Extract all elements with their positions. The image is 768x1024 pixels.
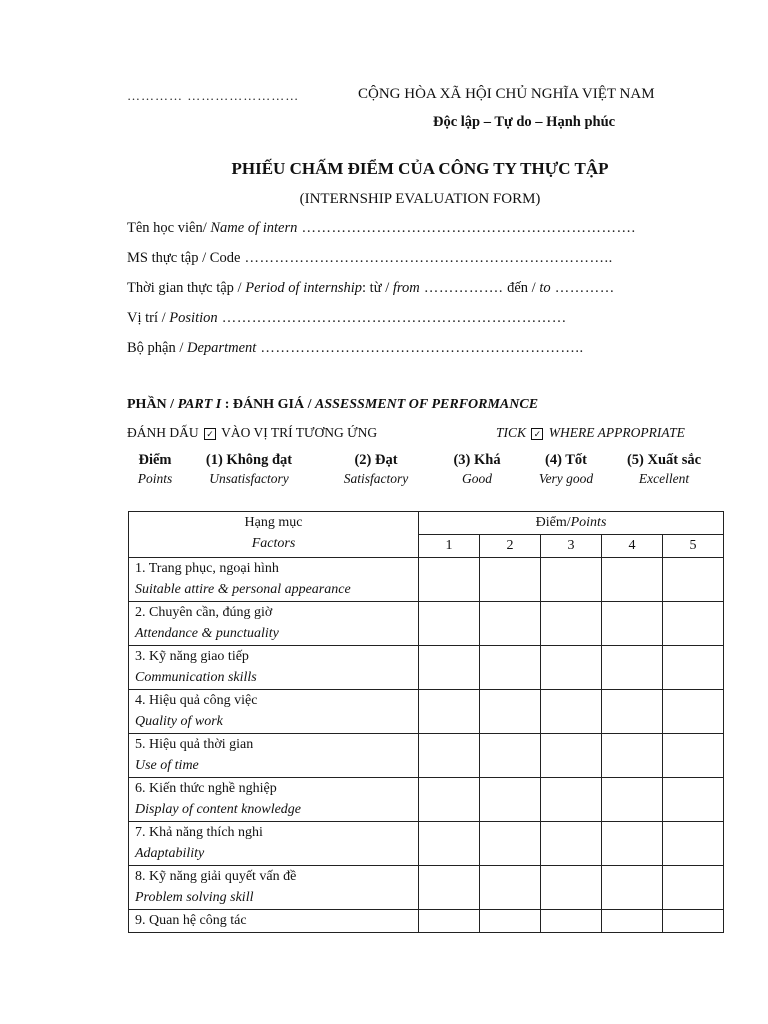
factor-cell	[129, 866, 419, 910]
position-field[interactable]	[127, 310, 567, 327]
period-from-vn: : từ /	[362, 280, 393, 296]
score-column-header: 1	[419, 535, 480, 558]
score-cell[interactable]	[480, 866, 541, 910]
checkbox-icon: ✓	[531, 428, 543, 440]
intern-code-dots: ………………………………………………………………..	[240, 250, 613, 266]
period-to-dots: …………	[550, 280, 615, 296]
tick-text-vn-start: ĐÁNH DẤU	[127, 425, 199, 440]
scale-label-en: Unsatisfactory	[209, 471, 289, 486]
intern-name-field[interactable]	[127, 220, 636, 237]
period-to-vn: đến /	[507, 280, 540, 296]
factor-cell	[129, 822, 419, 866]
factor-name-en: Attendance & punctuality	[135, 626, 279, 641]
scale-excellent	[612, 452, 716, 487]
score-cell[interactable]	[419, 822, 480, 866]
score-cell[interactable]	[602, 910, 663, 933]
score-cell[interactable]	[663, 646, 724, 690]
intern-code-label: MS thực tập / Code	[127, 250, 241, 266]
department-label-en: Department	[187, 340, 257, 356]
points-header	[419, 512, 724, 535]
score-cell[interactable]	[480, 778, 541, 822]
score-cell[interactable]	[419, 866, 480, 910]
part-heading	[127, 397, 538, 413]
internship-period-field[interactable]	[127, 280, 615, 297]
position-label-vn: Vị trí /	[127, 310, 170, 326]
scale-label-en: Points	[137, 471, 173, 486]
score-cell[interactable]	[419, 734, 480, 778]
period-label-vn: Thời gian thực tập /	[127, 280, 246, 296]
form-title: PHIẾU CHẤM ĐIỂM CỦA CÔNG TY THỰC TẬP	[231, 159, 609, 178]
score-cell[interactable]	[663, 734, 724, 778]
evaluation-table	[128, 511, 724, 933]
table-row	[129, 602, 724, 646]
intern-name-label-vn: Tên học viên/	[127, 220, 211, 236]
scale-label-vn: (5) Xuất sắc	[626, 452, 702, 468]
table-row	[129, 866, 724, 910]
factor-name-vn: 4. Hiệu quả công việc	[135, 693, 258, 708]
scale-points	[125, 452, 185, 487]
factor-cell	[129, 602, 419, 646]
factor-name-vn: 9. Quan hệ công tác	[135, 913, 247, 928]
position-dots: ……………………………………………………………	[217, 310, 567, 326]
factor-cell	[129, 690, 419, 734]
assessment-label-vn: : ĐÁNH GIÁ /	[221, 397, 315, 412]
table-row	[129, 646, 724, 690]
organization-placeholder: ………… ……………………	[127, 88, 300, 103]
part-label-vn: PHẦN /	[127, 397, 178, 412]
intern-name-dots: ………………………………………………………….	[297, 220, 636, 236]
factor-cell	[129, 734, 419, 778]
score-cell[interactable]	[663, 866, 724, 910]
scale-unsatisfactory	[184, 452, 314, 487]
factor-cell	[129, 646, 419, 690]
score-cell[interactable]	[419, 690, 480, 734]
part-label-en: PART I	[177, 397, 222, 412]
factor-name-vn: 3. Kỹ năng giao tiếp	[135, 649, 249, 664]
factor-cell	[129, 558, 419, 602]
scale-good	[437, 452, 517, 487]
factor-name-en: Problem solving skill	[135, 890, 254, 905]
table-row	[129, 734, 724, 778]
score-cell[interactable]	[663, 558, 724, 602]
score-cell[interactable]	[419, 602, 480, 646]
tick-text-en-start: TICK	[496, 425, 527, 440]
score-cell[interactable]	[602, 558, 663, 602]
score-cell[interactable]	[419, 778, 480, 822]
score-cell[interactable]	[480, 602, 541, 646]
period-label-en: Period of internship	[245, 280, 363, 296]
scale-label-en: Very good	[538, 471, 594, 486]
score-cell[interactable]	[480, 558, 541, 602]
score-cell[interactable]	[541, 690, 602, 734]
table-row	[129, 558, 724, 602]
score-cell[interactable]	[541, 646, 602, 690]
tick-text-vn-end: VÀO VỊ TRÍ TƯƠNG ỨNG	[221, 425, 378, 440]
score-cell[interactable]	[663, 690, 724, 734]
period-to-en: to	[539, 280, 551, 296]
score-column-header: 3	[541, 535, 602, 558]
score-column-header: 4	[602, 535, 663, 558]
department-field[interactable]	[127, 340, 584, 357]
table-header-row	[129, 512, 724, 535]
scale-label-vn: Điểm	[138, 452, 172, 468]
factor-name-en: Quality of work	[135, 714, 223, 729]
score-cell[interactable]	[541, 734, 602, 778]
scale-label-en: Good	[462, 471, 492, 486]
position-label-en: Position	[169, 310, 218, 326]
department-dots: ………………………………………………………..	[256, 340, 584, 356]
department-label-vn: Bộ phận /	[127, 340, 188, 356]
scale-label-vn: (4) Tốt	[544, 452, 588, 468]
score-cell[interactable]	[602, 646, 663, 690]
checkbox-icon: ✓	[204, 428, 216, 440]
national-motto: Độc lập – Tự do – Hạnh phúc	[433, 114, 616, 130]
score-cell[interactable]	[541, 558, 602, 602]
factor-name-vn: 8. Kỹ năng giải quyết vấn đề	[135, 869, 297, 884]
factor-name-en: Communication skills	[135, 670, 257, 685]
factor-name-vn: 1. Trang phục, ngoại hình	[135, 561, 279, 576]
table-row	[129, 910, 724, 933]
score-cell[interactable]	[602, 734, 663, 778]
score-cell[interactable]	[663, 822, 724, 866]
factor-cell	[129, 910, 419, 933]
score-cell[interactable]	[541, 602, 602, 646]
factor-name-en: Suitable attire & personal appearance	[135, 582, 351, 597]
score-cell[interactable]	[602, 690, 663, 734]
tick-instruction-vn	[127, 425, 377, 441]
score-cell[interactable]	[602, 602, 663, 646]
score-cell[interactable]	[541, 910, 602, 933]
points-header-en: Points	[570, 515, 607, 530]
score-column-header: 2	[480, 535, 541, 558]
table-row	[129, 778, 724, 822]
score-cell[interactable]	[419, 558, 480, 602]
score-cell[interactable]	[663, 778, 724, 822]
factor-name-en: Use of time	[135, 758, 199, 773]
factor-name-vn: 2. Chuyên cần, đúng giờ	[135, 605, 273, 620]
intern-name-label-en: Name of intern	[210, 220, 298, 236]
tick-instruction-en	[496, 425, 685, 441]
score-cell[interactable]	[541, 866, 602, 910]
assessment-label-en: ASSESSMENT OF PERFORMANCE	[315, 397, 539, 412]
score-cell[interactable]	[602, 822, 663, 866]
scale-satisfactory	[326, 452, 426, 487]
factor-name-vn: 5. Hiệu quả thời gian	[135, 737, 254, 752]
score-cell[interactable]	[541, 778, 602, 822]
score-cell[interactable]	[602, 866, 663, 910]
score-cell[interactable]	[419, 910, 480, 933]
factor-name-en: Display of content knowledge	[135, 802, 302, 817]
tick-text-en-end: WHERE APPROPRIATE	[548, 425, 685, 440]
score-column-header: 5	[663, 535, 724, 558]
score-cell[interactable]	[663, 602, 724, 646]
scale-label-vn: (2) Đạt	[354, 452, 398, 468]
score-cell[interactable]	[480, 646, 541, 690]
points-header-vn: Điểm/	[535, 515, 571, 530]
factor-header	[129, 512, 419, 558]
factor-cell	[129, 778, 419, 822]
scale-label-en: Excellent	[638, 471, 690, 486]
factor-name-vn: 6. Kiến thức nghề nghiệp	[135, 781, 277, 796]
country-heading: CỘNG HÒA XÃ HỘI CHỦ NGHĨA VIỆT NAM	[358, 86, 655, 102]
factor-header-en: Factors	[251, 536, 296, 551]
score-cell[interactable]	[663, 910, 724, 933]
scale-label-vn: (1) Không đạt	[205, 452, 293, 468]
intern-code-field[interactable]	[127, 250, 613, 267]
form-subtitle: (INTERNSHIP EVALUATION FORM)	[299, 191, 541, 207]
period-from-en: from	[392, 280, 420, 296]
score-cell[interactable]	[480, 734, 541, 778]
score-cell[interactable]	[480, 822, 541, 866]
scale-very-good	[524, 452, 608, 487]
factor-name-en: Adaptability	[135, 846, 205, 861]
score-cell[interactable]	[602, 778, 663, 822]
period-from-dots: …………….	[419, 280, 508, 296]
factor-name-vn: 7. Khả năng thích nghi	[135, 825, 263, 840]
score-cell[interactable]	[480, 910, 541, 933]
scale-label-en: Satisfactory	[343, 471, 409, 486]
score-cell[interactable]	[480, 690, 541, 734]
table-row	[129, 690, 724, 734]
table-row	[129, 822, 724, 866]
score-cell[interactable]	[419, 646, 480, 690]
score-cell[interactable]	[541, 822, 602, 866]
factor-header-vn: Hạng mục	[244, 515, 303, 530]
scale-label-vn: (3) Khá	[453, 452, 501, 468]
